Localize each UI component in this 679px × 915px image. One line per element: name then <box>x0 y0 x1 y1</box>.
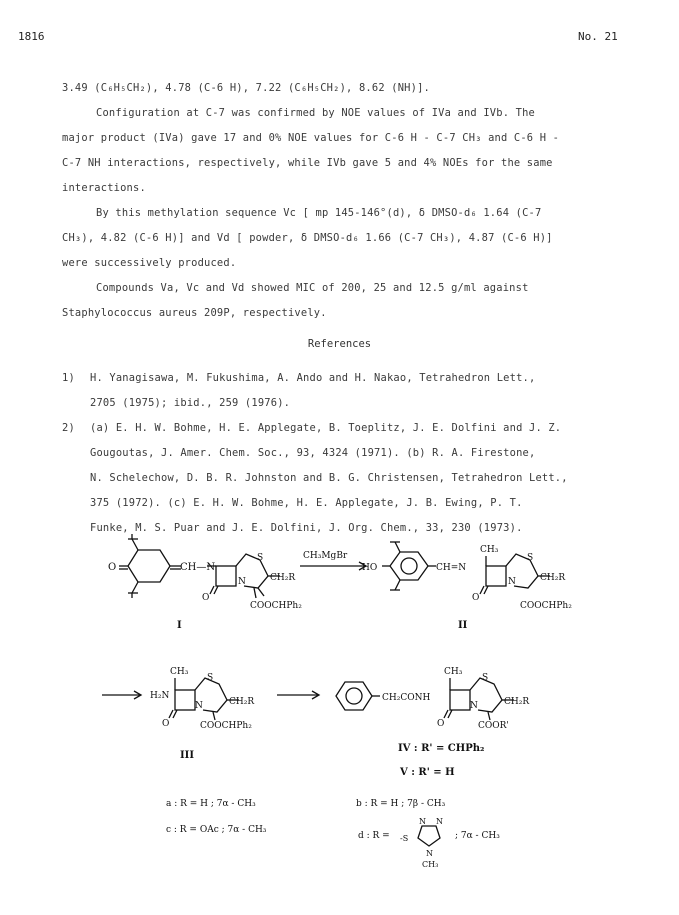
ch3-label: CH₃ <box>444 667 463 677</box>
ref-number: 2) <box>62 422 75 434</box>
references-heading: References <box>307 338 372 350</box>
svg-text:O: O <box>108 562 117 573</box>
compound-label-II: II <box>458 620 468 631</box>
compound-label-I: I <box>177 620 182 631</box>
body-line: Compounds Va, Vc and Vd showed MIC of 200, 25 and 12.5 g/ml against <box>96 282 529 294</box>
body-line: interactions. <box>62 182 146 194</box>
chn-label: CH—N <box>180 562 216 573</box>
ch3-label: CH₃ <box>170 667 189 677</box>
chhn-label: CH=N <box>436 563 467 573</box>
ref-line: Funke, M. S. Puar and J. E. Dolfini, J. Org. Chem., 33, 230 (1973). <box>90 522 523 534</box>
ref-line: 375 (1972). (c) E. H. W. Bohme, H. E. Applegate, J. B. Ewing, P. T. <box>90 497 523 509</box>
ref-number: 1) <box>62 372 75 384</box>
coor-label: COOR' <box>478 721 509 731</box>
ch2conh-label: CH₂CONH <box>382 693 431 703</box>
body-line: CH₃), 4.82 (C-6 H)] and Vd [ powder, δ DMSO-d₆ 1.66 (C-7 CH₃), 4.87 (C-6 H)] <box>62 232 553 244</box>
tetrazole-n: N <box>419 817 426 826</box>
substituent-a: a : R = H ; 7α - CH₃ <box>166 799 256 809</box>
s-atom: S <box>257 553 264 563</box>
tetrazole-s: -S <box>400 834 409 843</box>
cooch-label: COOCHPh₂ <box>250 601 302 611</box>
ch2r-label: CH₂R <box>504 697 530 707</box>
phenol-ring <box>390 552 428 580</box>
body-line: By this methylation sequence Vc [ mp 145-146°(d), δ DMSO-d₆ 1.64 (C-7 <box>96 207 542 219</box>
ch2r-label: CH₂R <box>229 697 255 707</box>
ref-line: N. Schelechow, D. B. R. Johnston and B. G. Christensen, Tetrahedron Lett., <box>90 472 568 484</box>
n-atom: N <box>508 577 516 587</box>
substituent-b: b : R = H ; 7β - CH₃ <box>356 799 446 809</box>
body-line: 3.49 (C₆H₅CH₂), 4.78 (C-6 H), 7.22 (C₆H₅CH₂), 8.62 (NH)]. <box>62 82 430 94</box>
s-atom: S <box>207 673 214 683</box>
body-line: Staphylococcus aureus 209P, respectively. <box>62 307 327 319</box>
ref-line: (a) E. H. W. Bohme, H. E. Applegate, B. Toeplitz, J. E. Dolfini and J. Z. <box>90 422 562 434</box>
s-atom: S <box>482 673 489 683</box>
tetrazole-ch3: CH₃ <box>422 860 439 869</box>
substituent-d-tail: ; 7α - CH₃ <box>455 831 500 841</box>
cooch-label: COOCHPh₂ <box>200 721 252 731</box>
cooch-label: COOCHPh₂ <box>520 601 572 611</box>
page-number: 1816 <box>18 30 45 43</box>
o-atom: O <box>162 719 170 729</box>
ch2r-label: CH₂R <box>540 573 566 583</box>
body-line: were successively produced. <box>62 257 237 269</box>
ho-label: HO <box>362 563 378 573</box>
reaction-scheme <box>0 530 679 915</box>
substituent-c: c : R = OAc ; 7α - CH₃ <box>166 825 267 835</box>
reagent-label: CH₃MgBr <box>303 551 348 561</box>
substituent-d: d : R = <box>358 831 390 841</box>
ch3-label: CH₃ <box>480 545 499 555</box>
ref-line: H. Yanagisawa, M. Fukushima, A. Ando and H. Nakao, Tetrahedron Lett., <box>90 372 536 384</box>
n-atom: N <box>238 577 246 587</box>
o-atom: O <box>472 593 480 603</box>
body-line: major product (IVa) gave 17 and 0% NOE values for C-6 H - C-7 CH₃ and C-6 H - <box>62 132 560 144</box>
tetrazole-n: N <box>436 817 443 826</box>
ref-line: Gougoutas, J. Amer. Chem. Soc., 93, 4324 (1971). (b) R. A. Firestone, <box>90 447 536 459</box>
ref-line: 2705 (1975); ibid., 259 (1976). <box>90 397 291 409</box>
compound-label-V: V : R' = H <box>400 767 455 778</box>
tetrazole-ring <box>418 826 440 846</box>
s-atom: S <box>527 553 534 563</box>
compound-label-IV: IV : R' = CHPh₂ <box>398 743 485 754</box>
compound-label-III: III <box>180 750 195 761</box>
body-line: Configuration at C-7 was confirmed by NOE values of IVa and IVb. The <box>96 107 535 119</box>
o-atom: O <box>437 719 445 729</box>
n-atom: N <box>470 701 478 711</box>
ch2r-label: CH₂R <box>270 573 296 583</box>
body-line: C-7 NH interactions, respectively, while IVb gave 5 and 4% NOEs for the same <box>62 157 553 169</box>
quinone-ring <box>128 550 170 582</box>
h2n-label: H₂N <box>150 691 170 701</box>
n-atom: N <box>195 701 203 711</box>
issue-number: No. 21 <box>578 30 618 43</box>
benzene-ring <box>336 682 372 710</box>
o-atom: O <box>202 593 210 603</box>
tetrazole-n: N <box>426 849 433 858</box>
